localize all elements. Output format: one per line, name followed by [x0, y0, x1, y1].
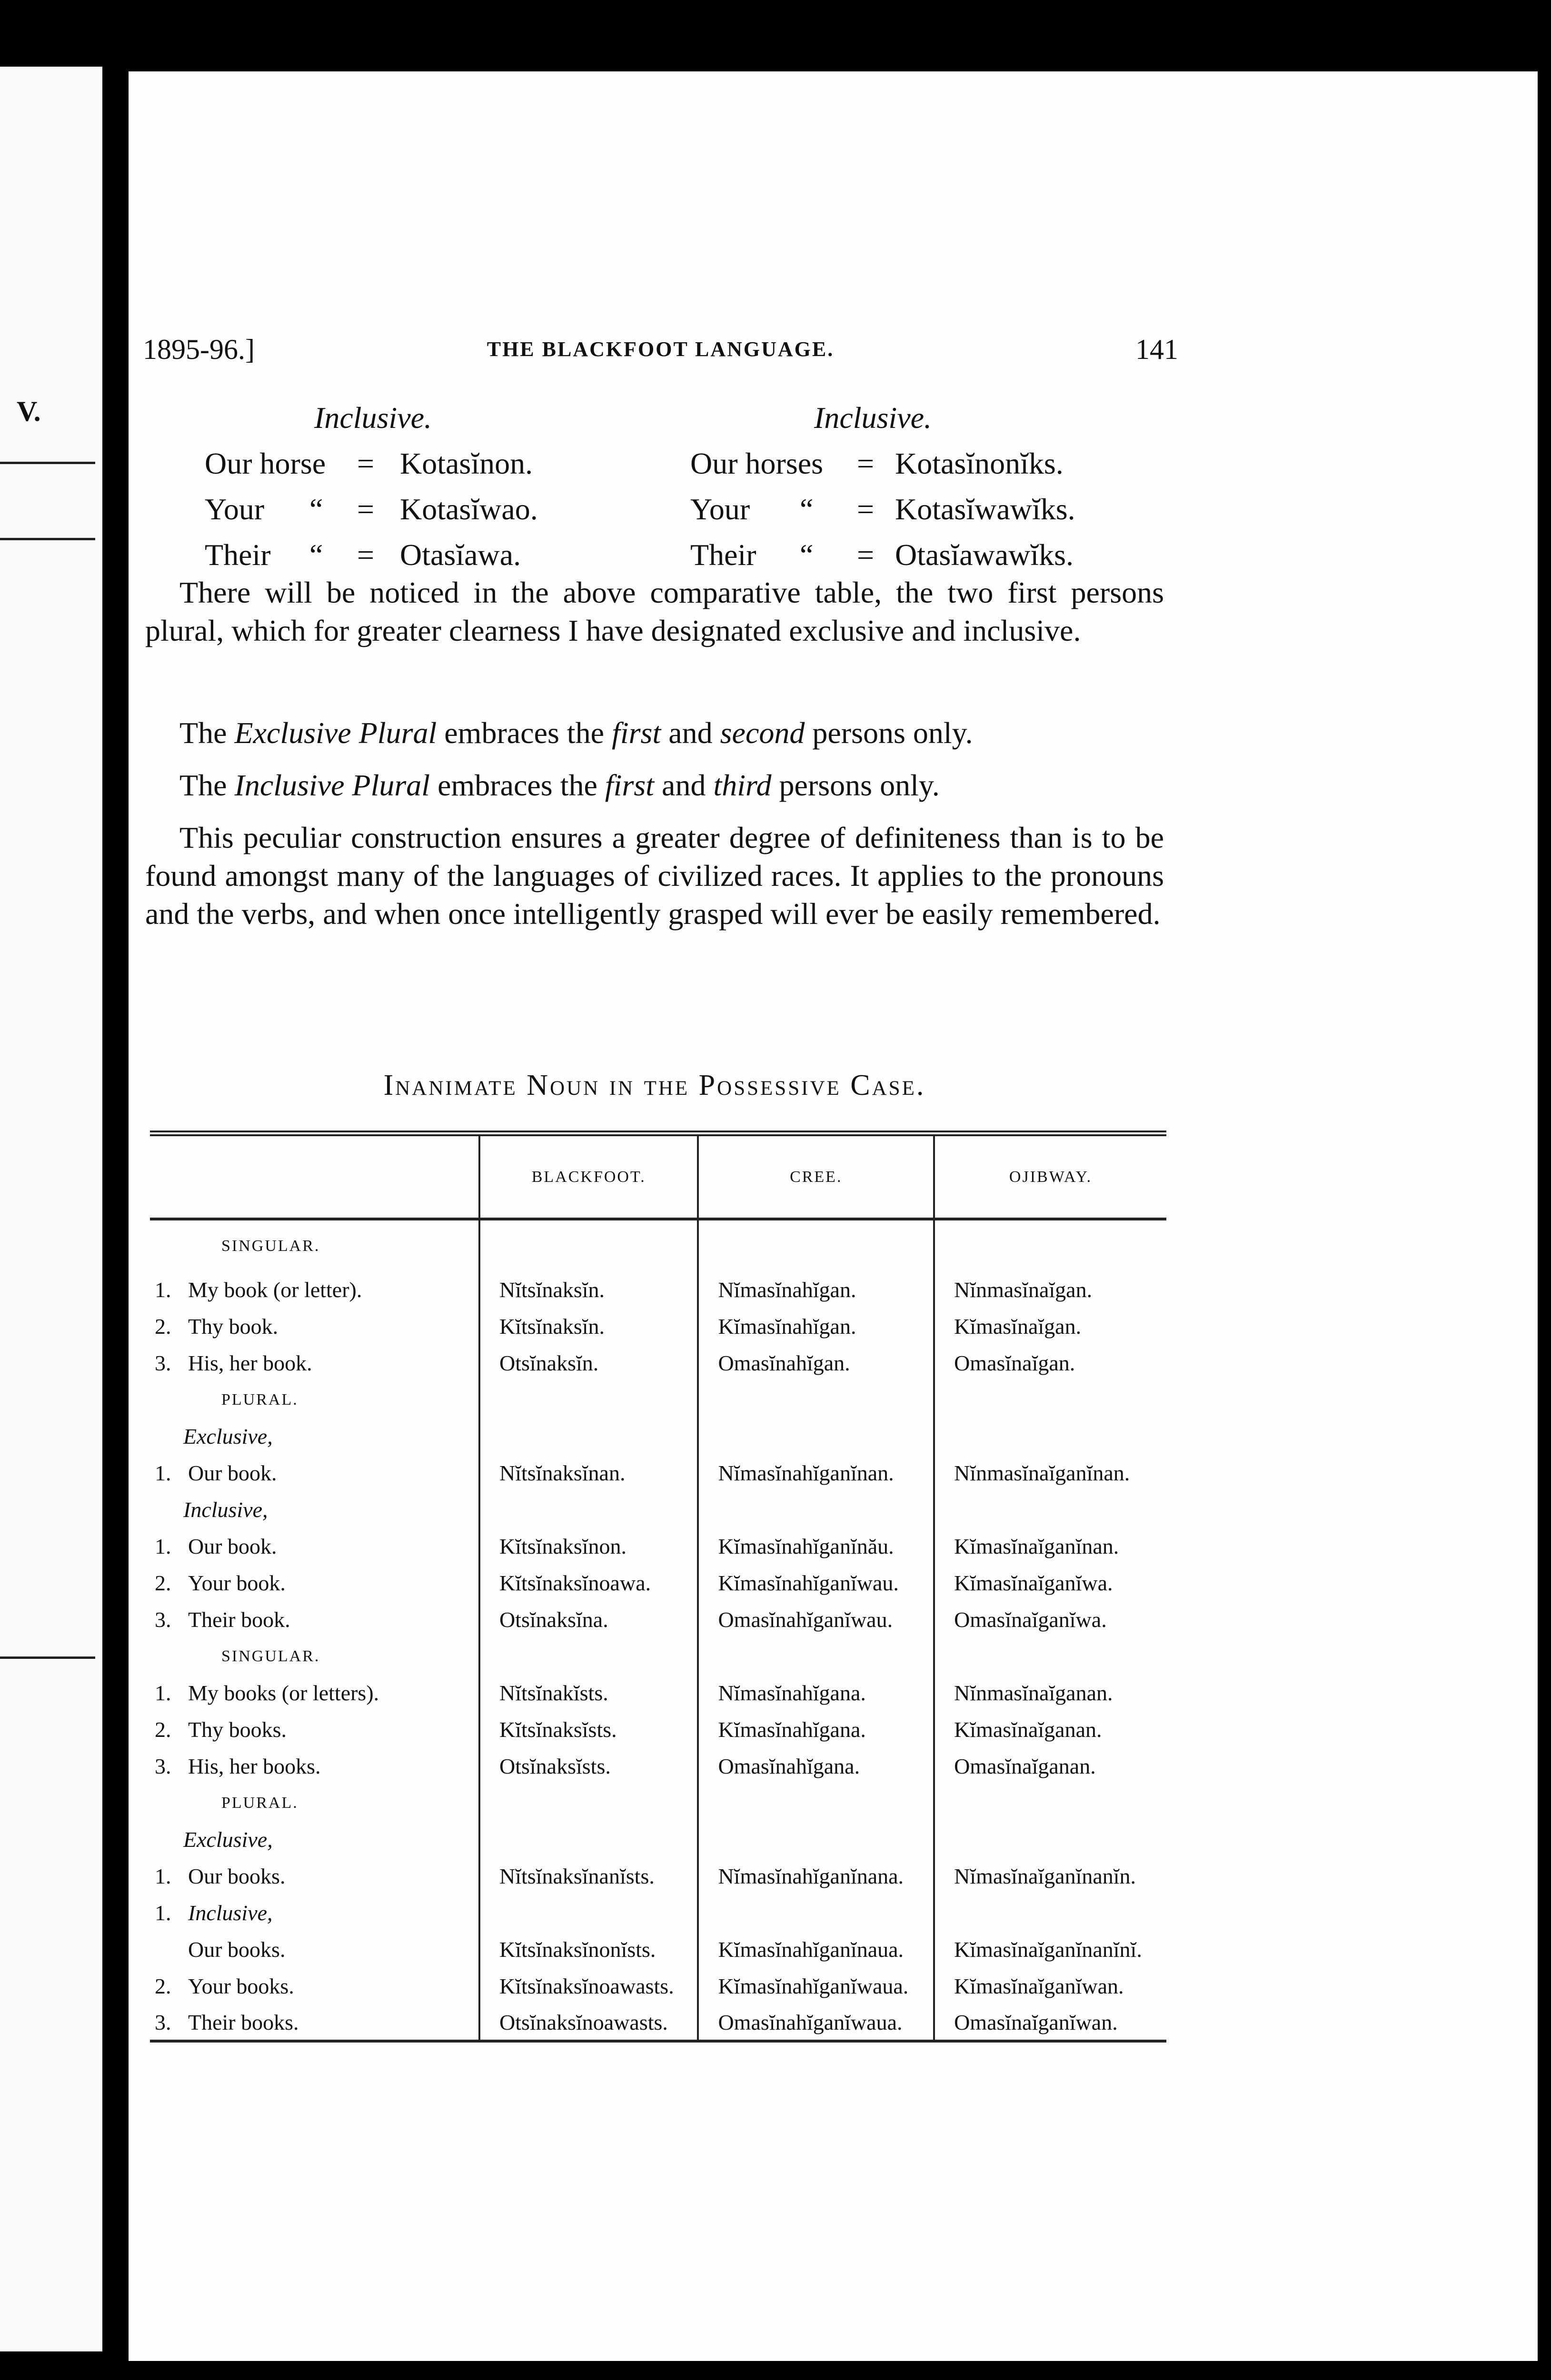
page-number: 141 [1135, 334, 1178, 365]
row-label-text: Their book. [188, 1607, 290, 1632]
row-label [150, 1785, 479, 1821]
text: The [179, 716, 235, 750]
table-row [150, 1381, 1166, 1418]
cell-blackfoot: Kĭtsĭnaksĭnonĭsts. [479, 1931, 698, 1968]
running-head [143, 333, 1178, 376]
row-number: 1. [155, 1461, 171, 1485]
paradigm-equals: = [357, 538, 375, 572]
cell-blackfoot: Otsĭnaksĭna. [479, 1601, 698, 1638]
row-label [150, 1748, 479, 1785]
row-label-text: Thy book. [188, 1314, 278, 1339]
cell-cree: Omasĭnahĭgan. [698, 1345, 934, 1381]
cell-blackfoot [479, 1491, 698, 1528]
cell-cree [698, 1785, 934, 1821]
cell-blackfoot [479, 1785, 698, 1821]
cell-cree [698, 1894, 934, 1931]
paradigm-ditto: “ [309, 492, 323, 526]
row-label [150, 1968, 479, 2004]
paragraph-inclusive [145, 766, 1164, 804]
table-row [150, 1601, 1166, 1638]
column-header [150, 1133, 479, 1219]
row-label [150, 1271, 479, 1308]
cell-ojibway: Nĭmasĭnaĭganĭnanĭn. [934, 1858, 1166, 1894]
paradigm-heading: Inclusive. [814, 401, 932, 435]
paradigm-label: Their [205, 538, 271, 572]
cell-blackfoot: Kĭtsĭnaksĭnon. [479, 1528, 698, 1565]
table-row [150, 1785, 1166, 1821]
cell-blackfoot: Otsĭnaksĭsts. [479, 1748, 698, 1785]
paradigm-form: Kotasĭwao. [400, 492, 538, 526]
cell-ojibway [934, 1381, 1166, 1418]
paradigm-label: Our horse [205, 446, 326, 480]
cell-ojibway [934, 1219, 1166, 1271]
cell-ojibway: Omasĭnaĭganĭwa. [934, 1601, 1166, 1638]
table-row [150, 1345, 1166, 1381]
row-label [150, 1491, 479, 1528]
row-label-text: PLURAL. [221, 1390, 298, 1408]
text: and [654, 768, 714, 802]
row-label [150, 1418, 479, 1455]
row-label-text: Exclusive, [183, 1827, 273, 1852]
paradigm-row [205, 532, 609, 578]
paragraph-text: This peculiar construction ensures a greater degree of definiteness than is to be found amongst many of the languages of civilized races. It applies to the pronouns and the verbs, and when once intelligently grasped will ever be easily remembered. [145, 821, 1164, 931]
row-label-text: Your books. [188, 1974, 294, 1998]
row-number: 1. [155, 1681, 171, 1705]
cell-ojibway: Nĭnmasĭnaĭgan. [934, 1271, 1166, 1308]
row-label [150, 1821, 479, 1858]
paradigm-row [690, 441, 1166, 486]
paragraph-exclusive [145, 714, 1164, 752]
cell-ojibway: Kĭmasĭnaĭganan. [934, 1711, 1166, 1748]
paragraph-construction [145, 819, 1164, 933]
paradigm-label: Their [690, 538, 756, 572]
table-row [150, 1638, 1166, 1675]
emphasis: Inclusive Plural [234, 768, 430, 802]
emphasis: third [713, 768, 772, 802]
cell-ojibway [934, 1491, 1166, 1528]
cell-blackfoot [479, 1381, 698, 1418]
cell-cree: Nĭmasĭnahĭgana. [698, 1675, 934, 1711]
table-row [150, 1491, 1166, 1528]
row-number: 1. [155, 1278, 171, 1302]
cell-cree [698, 1219, 934, 1271]
cell-ojibway: Omasĭnaĭganan. [934, 1748, 1166, 1785]
row-label [150, 1601, 479, 1638]
row-label [150, 1711, 479, 1748]
paradigm-heading: Inclusive. [314, 401, 432, 435]
row-label-text: SINGULAR. [221, 1647, 320, 1665]
row-number: 2. [155, 1571, 171, 1595]
table-row [150, 1528, 1166, 1565]
row-label [150, 1381, 479, 1418]
cell-ojibway [934, 1785, 1166, 1821]
emphasis: second [720, 716, 805, 750]
margin-rule [0, 462, 95, 464]
cell-blackfoot: Kĭtsĭnaksĭsts. [479, 1711, 698, 1748]
table-header-row [150, 1133, 1166, 1219]
cell-cree: Kĭmasĭnahĭganĭnău. [698, 1528, 934, 1565]
cell-cree: Nĭmasĭnahĭganĭnana. [698, 1858, 934, 1894]
cell-blackfoot: Nĭtsĭnaksĭnanĭsts. [479, 1858, 698, 1894]
row-number: 1. [155, 1864, 171, 1888]
paradigm-left [205, 395, 609, 578]
cell-ojibway [934, 1638, 1166, 1675]
margin-rule [0, 538, 95, 540]
cell-blackfoot: Nĭtsĭnaksĭnan. [479, 1455, 698, 1491]
paradigm-right [690, 395, 1166, 578]
row-label [150, 1858, 479, 1894]
table-row [150, 2004, 1166, 2041]
paradigm-form: Kotasĭwawĭks. [895, 492, 1075, 526]
cell-cree: Omasĭnahĭgana. [698, 1748, 934, 1785]
text: The [179, 768, 235, 802]
paradigm-equals: = [857, 492, 875, 526]
running-head-title: THE BLACKFOOT LANGUAGE. [487, 337, 835, 361]
cell-blackfoot [479, 1219, 698, 1271]
row-label [150, 1219, 479, 1271]
row-label-text: PLURAL. [221, 1794, 298, 1812]
row-label-text: Thy books. [188, 1717, 287, 1742]
cell-cree [698, 1821, 934, 1858]
margin-rule [0, 1656, 95, 1659]
paradigm-row [690, 532, 1166, 578]
cell-ojibway: Omasĭnaĭgan. [934, 1345, 1166, 1381]
margin-mark: V. [17, 396, 41, 427]
row-number: 3. [155, 2010, 171, 2034]
row-label-text: Our book. [188, 1461, 277, 1485]
row-label-text: Their books. [188, 2010, 299, 2034]
table-row [150, 1455, 1166, 1491]
paradigm-row [205, 486, 609, 532]
possessive-table [150, 1130, 1166, 2043]
text: persons only. [805, 716, 973, 750]
cell-cree: Kĭmasĭnahĭganĭwau. [698, 1565, 934, 1601]
paradigm-ditto: “ [309, 538, 323, 572]
paragraph-comparative [145, 574, 1164, 650]
column-header-cree: CREE. [698, 1133, 934, 1219]
cell-ojibway [934, 1894, 1166, 1931]
row-number: 3. [155, 1351, 171, 1375]
book-page [129, 71, 1538, 2361]
row-label-text: Inclusive, [183, 1497, 268, 1522]
paradigm-form: Otasĭawawĭks. [895, 538, 1074, 572]
table-row [150, 1565, 1166, 1601]
row-label [150, 1638, 479, 1675]
row-label [150, 1675, 479, 1711]
cell-cree: Omasĭnahĭganĭwaua. [698, 2004, 934, 2041]
row-number: 3. [155, 1754, 171, 1778]
emphasis: first [605, 768, 655, 802]
paragraph-text: There will be noticed in the above comparative table, the two first persons plural, which for greater clearness I have designated exclusive and inclusive. [145, 575, 1164, 647]
row-label-text: Inclusive, [188, 1901, 273, 1925]
paradigm-label: Your [205, 492, 265, 526]
cell-ojibway [934, 1821, 1166, 1858]
paradigm-row [690, 486, 1166, 532]
paradigm-form: Otasĭawa. [400, 538, 521, 572]
row-label [150, 1528, 479, 1565]
cell-cree: Nĭmasĭnahĭganĭnan. [698, 1455, 934, 1491]
paradigm-form: Kotasĭnonĭks. [895, 446, 1064, 480]
cell-cree [698, 1638, 934, 1675]
cell-ojibway [934, 1418, 1166, 1455]
row-number: 3. [155, 1607, 171, 1632]
cell-cree: Kĭmasĭnahĭganĭnaua. [698, 1931, 934, 1968]
row-label [150, 1455, 479, 1491]
table-row [150, 1308, 1166, 1345]
paradigm-equals: = [857, 538, 875, 572]
text: persons only. [771, 768, 940, 802]
cell-blackfoot: Otsĭnaksĭn. [479, 1345, 698, 1381]
table-row [150, 1219, 1166, 1271]
cell-ojibway: Kĭmasĭnaĭganĭnanĭnĭ. [934, 1931, 1166, 1968]
row-label-text: Exclusive, [183, 1424, 273, 1448]
paradigm-ditto: “ [800, 538, 814, 572]
table-row [150, 1271, 1166, 1308]
text: embraces the [437, 716, 612, 750]
paradigm-equals: = [357, 492, 375, 526]
text: embraces the [430, 768, 605, 802]
table-row [150, 1858, 1166, 1894]
cell-blackfoot [479, 1418, 698, 1455]
cell-cree: Nĭmasĭnahĭgan. [698, 1271, 934, 1308]
row-label-text: His, her books. [188, 1754, 321, 1778]
row-number: 2. [155, 1314, 171, 1339]
paradigm-equals: = [357, 446, 375, 480]
cell-blackfoot: Kĭtsĭnaksĭn. [479, 1308, 698, 1345]
paradigm-form: Kotasĭnon. [400, 446, 533, 480]
cell-blackfoot: Nĭtsĭnakĭsts. [479, 1675, 698, 1711]
table-caption [145, 1069, 1164, 1102]
emphasis: Exclusive Plural [234, 716, 437, 750]
cell-cree: Kĭmasĭnahĭgan. [698, 1308, 934, 1345]
table-row [150, 1821, 1166, 1858]
row-label-text: Our book. [188, 1534, 277, 1558]
paradigm-label: Your [690, 492, 750, 526]
row-label [150, 1894, 479, 1931]
cell-ojibway: Nĭnmasĭnaĭganan. [934, 1675, 1166, 1711]
cell-cree: Kĭmasĭnahĭganĭwaua. [698, 1968, 934, 2004]
row-label [150, 1345, 479, 1381]
table-row [150, 1418, 1166, 1455]
cell-cree [698, 1491, 934, 1528]
row-label [150, 1308, 479, 1345]
emphasis: first [612, 716, 661, 750]
cell-blackfoot: Kĭtsĭnaksĭnoawasts. [479, 1968, 698, 2004]
column-header-ojibway: OJIBWAY. [934, 1133, 1166, 1219]
column-header-blackfoot: BLACKFOOT. [479, 1133, 698, 1219]
row-label-text: My books (or letters). [188, 1681, 379, 1705]
cell-blackfoot [479, 1821, 698, 1858]
cell-ojibway: Kĭmasĭnaĭganĭwan. [934, 1968, 1166, 2004]
row-label [150, 2004, 479, 2041]
paradigm-row [205, 441, 609, 486]
row-label-text: Your book. [188, 1571, 286, 1595]
cell-blackfoot [479, 1638, 698, 1675]
row-number: 2. [155, 1974, 171, 1998]
cell-ojibway: Nĭnmasĭnaĭganĭnan. [934, 1455, 1166, 1491]
row-label-text: Our books. [188, 1937, 286, 1962]
cell-ojibway: Kĭmasĭnaĭganĭwa. [934, 1565, 1166, 1601]
paradigm-equals: = [857, 446, 875, 480]
cell-cree: Omasĭnahĭganĭwau. [698, 1601, 934, 1638]
cell-blackfoot [479, 1894, 698, 1931]
row-number: 1. [155, 1534, 171, 1558]
caption-text: Inanimate Noun in the Possessive Case. [383, 1069, 926, 1101]
table-row [150, 1748, 1166, 1785]
row-label-text: My book (or letter). [188, 1278, 362, 1302]
row-label-text: His, her book. [188, 1351, 312, 1375]
cell-cree [698, 1381, 934, 1418]
table-row [150, 1711, 1166, 1748]
row-number: 2. [155, 1717, 171, 1742]
table-row [150, 1675, 1166, 1711]
paradigm-label: Our horses [690, 446, 824, 480]
cell-ojibway: Omasĭnaĭganĭwan. [934, 2004, 1166, 2041]
row-label [150, 1565, 479, 1601]
table-row [150, 1968, 1166, 2004]
cell-blackfoot: Kĭtsĭnaksĭnoawa. [479, 1565, 698, 1601]
paradigm-ditto: “ [800, 492, 814, 526]
text: and [661, 716, 720, 750]
table-row [150, 1894, 1166, 1931]
cell-cree [698, 1418, 934, 1455]
cell-blackfoot: Nĭtsĭnaksĭn. [479, 1271, 698, 1308]
cell-ojibway: Kĭmasĭnaĭganĭnan. [934, 1528, 1166, 1565]
facing-page-edge [0, 67, 102, 2351]
running-head-date: 1895-96.] [143, 334, 255, 365]
row-label-text: Our books. [188, 1864, 286, 1888]
row-label [150, 1931, 479, 1968]
row-label-text: SINGULAR. [221, 1237, 320, 1255]
table-row [150, 1931, 1166, 1968]
cell-cree: Kĭmasĭnahĭgana. [698, 1711, 934, 1748]
row-number: 1. [155, 1901, 171, 1925]
cell-ojibway: Kĭmasĭnaĭgan. [934, 1308, 1166, 1345]
cell-blackfoot: Otsĭnaksĭnoawasts. [479, 2004, 698, 2041]
